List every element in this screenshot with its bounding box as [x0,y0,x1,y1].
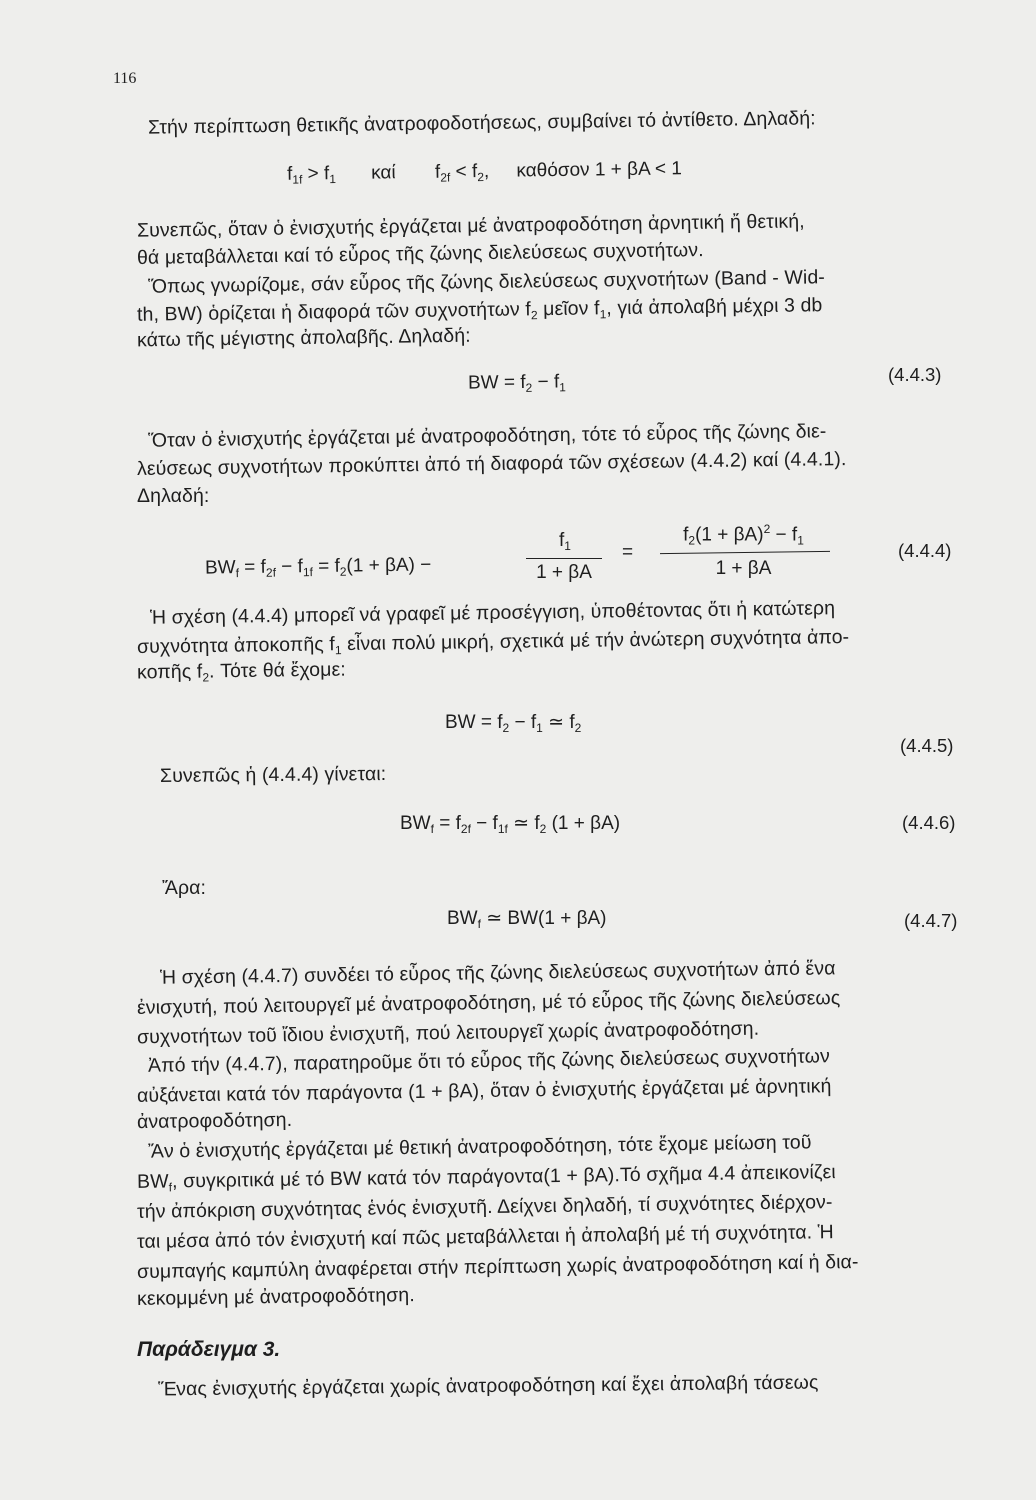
paragraph-line: Συνεπῶς ἡ (4.4.4) γίνεται: [159,763,387,787]
eq-part: BW [447,908,478,929]
eq-subscript: 2 [339,564,347,579]
paragraph-line: ἀνατροφοδότηση. [136,1108,293,1134]
fraction-numerator [656,522,831,547]
eq-part: ≃ BW(1 + βA) [480,908,607,929]
eq-subscript: 2 [477,170,485,185]
eq-part: − f [770,524,798,546]
equation-number: (4.4.6) [902,812,956,833]
equation-number: (4.4.3) [888,364,942,385]
text-run: . Τότε θά ἔχομε: [208,658,346,683]
eq-part: f [286,163,293,185]
example-heading: Παράδειγμα 3. [137,1338,281,1361]
bandwidth-feedback-equation [205,554,432,580]
eq-subscript: 1 [329,172,337,187]
bandwidth-equation [468,371,566,395]
eq-part: BW = f [445,712,503,733]
subscript: 1 [599,307,607,322]
eq-part: BW = f [467,371,526,394]
eq-part: (1 + βA) [546,813,621,834]
eq-subscript: f [477,917,481,931]
eq-part: BW [204,557,236,579]
eq-subscript: 2f [460,822,471,836]
text-run: th, BW) ὁρίζεται ἡ διαφορά τῶν συχνοτήτων f [136,298,532,326]
eq-subscript: 2 [574,721,582,735]
eq-subscript: 2f [440,170,451,185]
equation-number: (4.4.5) [900,735,954,756]
paragraph-line: κάτω τῆς μέγιστης ἀπολαβῆς. Δηλαδή: [136,324,471,352]
paragraph-line: Ὅταν ὁ ἐνισχυτής ἐργάζεται μέ ἀνατροφοδότηση, τότε τό εὖρος τῆς ζώνης διε- [147,420,827,452]
eq-part: ≃ f [507,813,540,834]
bandwidth-approx-equation [445,711,581,735]
paragraph-line: Ἄρα: [162,877,207,899]
eq-subscript: 1 [559,380,567,395]
eq-part: ≃ f [542,712,575,733]
eq-part: BW [400,813,431,834]
eq-superscript: 2 [763,522,771,536]
paragraph-line: συμπαγής καμπύλη ἀναφέρεται στήν περίπτωση χωρίς ἀνατροφοδότηση καί ἡ δια- [136,1250,859,1284]
text-run: , γιά ἀπολαβή μέχρι 3 db [606,294,823,320]
text-run: συχνότητα ἀποκοπῆς f [136,633,335,658]
eq-subscript: 2f [265,565,277,580]
text-run: μεῖον f [537,297,600,321]
eq-subscript: 2 [688,533,696,548]
paragraph-line: κεκομμένη μέ ἀνατροφοδότηση. [136,1284,415,1310]
eq-subscript: 2 [539,822,547,836]
eq-part: καθόσον 1 + βA < 1 [516,158,683,182]
eq-subscript: f [235,566,240,581]
eq-part: f [683,524,689,546]
eq-subscript: 1 [536,721,543,735]
eq-part: f [434,161,441,183]
subscript: 2 [202,670,210,685]
paragraph-line: αὐξάνεται κατά τόν παράγοντα (1 + βA), ὅταν ὁ ἐνισχυτής ἐργάζεται μέ ἀρνητική [136,1075,832,1107]
eq-subscript: 1f [497,822,508,836]
eq-subscript: 1f [302,565,314,580]
text-run: εἶναι πολύ μικρή, σχετικά μέ τήν ἀνώτερη συχνότητα ἀπο- [341,626,850,656]
paragraph-line: Ἡ σχέση (4.4.4) μπορεῖ νά γραφεῖ μέ προσέγγιση, ὑποθέτοντας ὅτι ἡ κατώτερη [149,597,836,629]
subscript: f [168,1180,173,1195]
bandwidth-result-equation [447,907,607,931]
eq-subscript: 1 [797,533,804,548]
paragraph-line: τήν ἀπόκριση συχνότητας ἑνός ἐνισχυτῆ. Δείχνει δηλαδή, τί συχνότητες διέρχον- [136,1191,833,1223]
text-run: BW [136,1170,169,1193]
eq-part: = f [433,813,461,834]
paragraph-line: Δηλαδή: [137,485,210,507]
eq-part: = f [312,555,340,578]
paragraph-line: Ἄν ὁ ἐνισχυτής ἐργάζεται μέ θετική ἀνατροφοδότηση, τότε ἔχομε μείωση τοῦ [147,1131,812,1163]
paragraph-line: Συνεπῶς, ὅταν ὁ ἐνισχυτής ἐργάζεται μέ ἀνατροφοδότηση ἀρνητική ἤ θετική, [136,210,805,242]
eq-part: < f [450,161,478,183]
equation-number: (4.4.4) [898,540,952,561]
equals-sign: = [622,542,634,563]
eq-part: − f [532,371,560,393]
fraction-numerator [530,530,600,553]
eq-subscript: 2 [502,721,510,735]
eq-part: − f [470,813,498,834]
paragraph-line: Ἕνας ἐνισχυτής ἐργάζεται χωρίς ἀνατροφοδότηση καί ἔχει ἀπολαβή τάσεως [157,1371,819,1401]
page-number: 116 [113,70,137,87]
fraction-denominator: 1 + βA [536,562,592,583]
bandwidth-feedback-approx-equation [400,812,620,836]
eq-subscript: 1 [564,539,571,553]
paragraph-line: Στήν περίπτωση θετικῆς ἀνατροφοδοτήσεως, συμβαίνει τό ἀντίθετο. Δηλαδή: [147,107,816,139]
inequality-equation: $f_{1f} > f_1$ καί $f_{2f} < f_2$, καθόσον 1 + βA < 1 [286,158,683,187]
fraction-denominator: 1 + βA [715,558,772,579]
paragraph-line: Ἡ σχέση (4.4.7) συνδέει τό εὖρος τῆς ζώνης διελεύσεως συχνοτήτων ἀπό ἕνα [159,957,836,989]
paragraph-line [137,659,346,686]
paragraph-line [137,294,823,328]
paragraph-line [137,1161,836,1195]
subscript: 1 [334,643,342,658]
fraction-bar [660,551,830,554]
eq-part: − f [275,556,303,578]
eq-subscript: f [430,822,434,836]
subscript: 2 [530,308,538,323]
eq-part: = f [238,556,267,579]
paragraph-line: Ὅπως γνωρίζομε, σάν εὖρος τῆς ζώνης διελεύσεως συχνοτήτων (Band - Wid- [147,266,826,298]
eq-part: καί [371,162,396,184]
paragraph-line: ἐνισχυτή, πού λειτουργεῖ μέ ἀνατροφοδότηση, μέ τό εὖρος τῆς ζώνης διελεύσεως [136,987,841,1019]
paragraph-line [137,626,850,660]
eq-part: − f [509,712,537,733]
eq-part: f [559,530,565,551]
eq-part: (1 + βA) − [346,554,432,577]
eq-part: (1 + βA) [695,524,764,546]
equation-number: (4.4.7) [904,910,958,931]
text-run: κοπῆς f [136,660,203,684]
fraction-bar [526,558,602,559]
paragraph-line: ται μέσα ἀπό τόν ἐνισχυτή καί πῶς μεταβάλλεται ἡ ἀπολαβή μέ τή συχνότητα. Ἡ [136,1221,834,1253]
text-run: , συγκριτικά μέ τό BW κατά τόν παράγοντα(1 + βA).Τό σχῆμα 4.4 ἀπεικονίζει [171,1161,836,1193]
paragraph-line: λεύσεως συχνοτήτων προκύπτει ἀπό τή διαφορά τῶν σχέσεων (4.4.2) καί (4.4.1). [136,448,847,480]
eq-subscript: 1f [292,172,303,187]
paragraph-line: Ἀπό τήν (4.4.7), παρατηροῦμε ὅτι τό εὖρος τῆς ζώνης διελεύσεως συχνοτήτων [147,1045,830,1077]
paragraph-line: συχνοτήτων τοῦ ἴδιου ἐνισχυτῆ, πού λειτουργεῖ χωρίς ἀνατροφοδότηση. [136,1017,760,1049]
eq-part: > f [302,163,330,185]
paragraph-line: θά μεταβάλλεται καί τό εὖρος τῆς ζώνης διελεύσεως συχνοτήτων. [136,239,704,269]
eq-subscript: 2 [525,380,533,395]
